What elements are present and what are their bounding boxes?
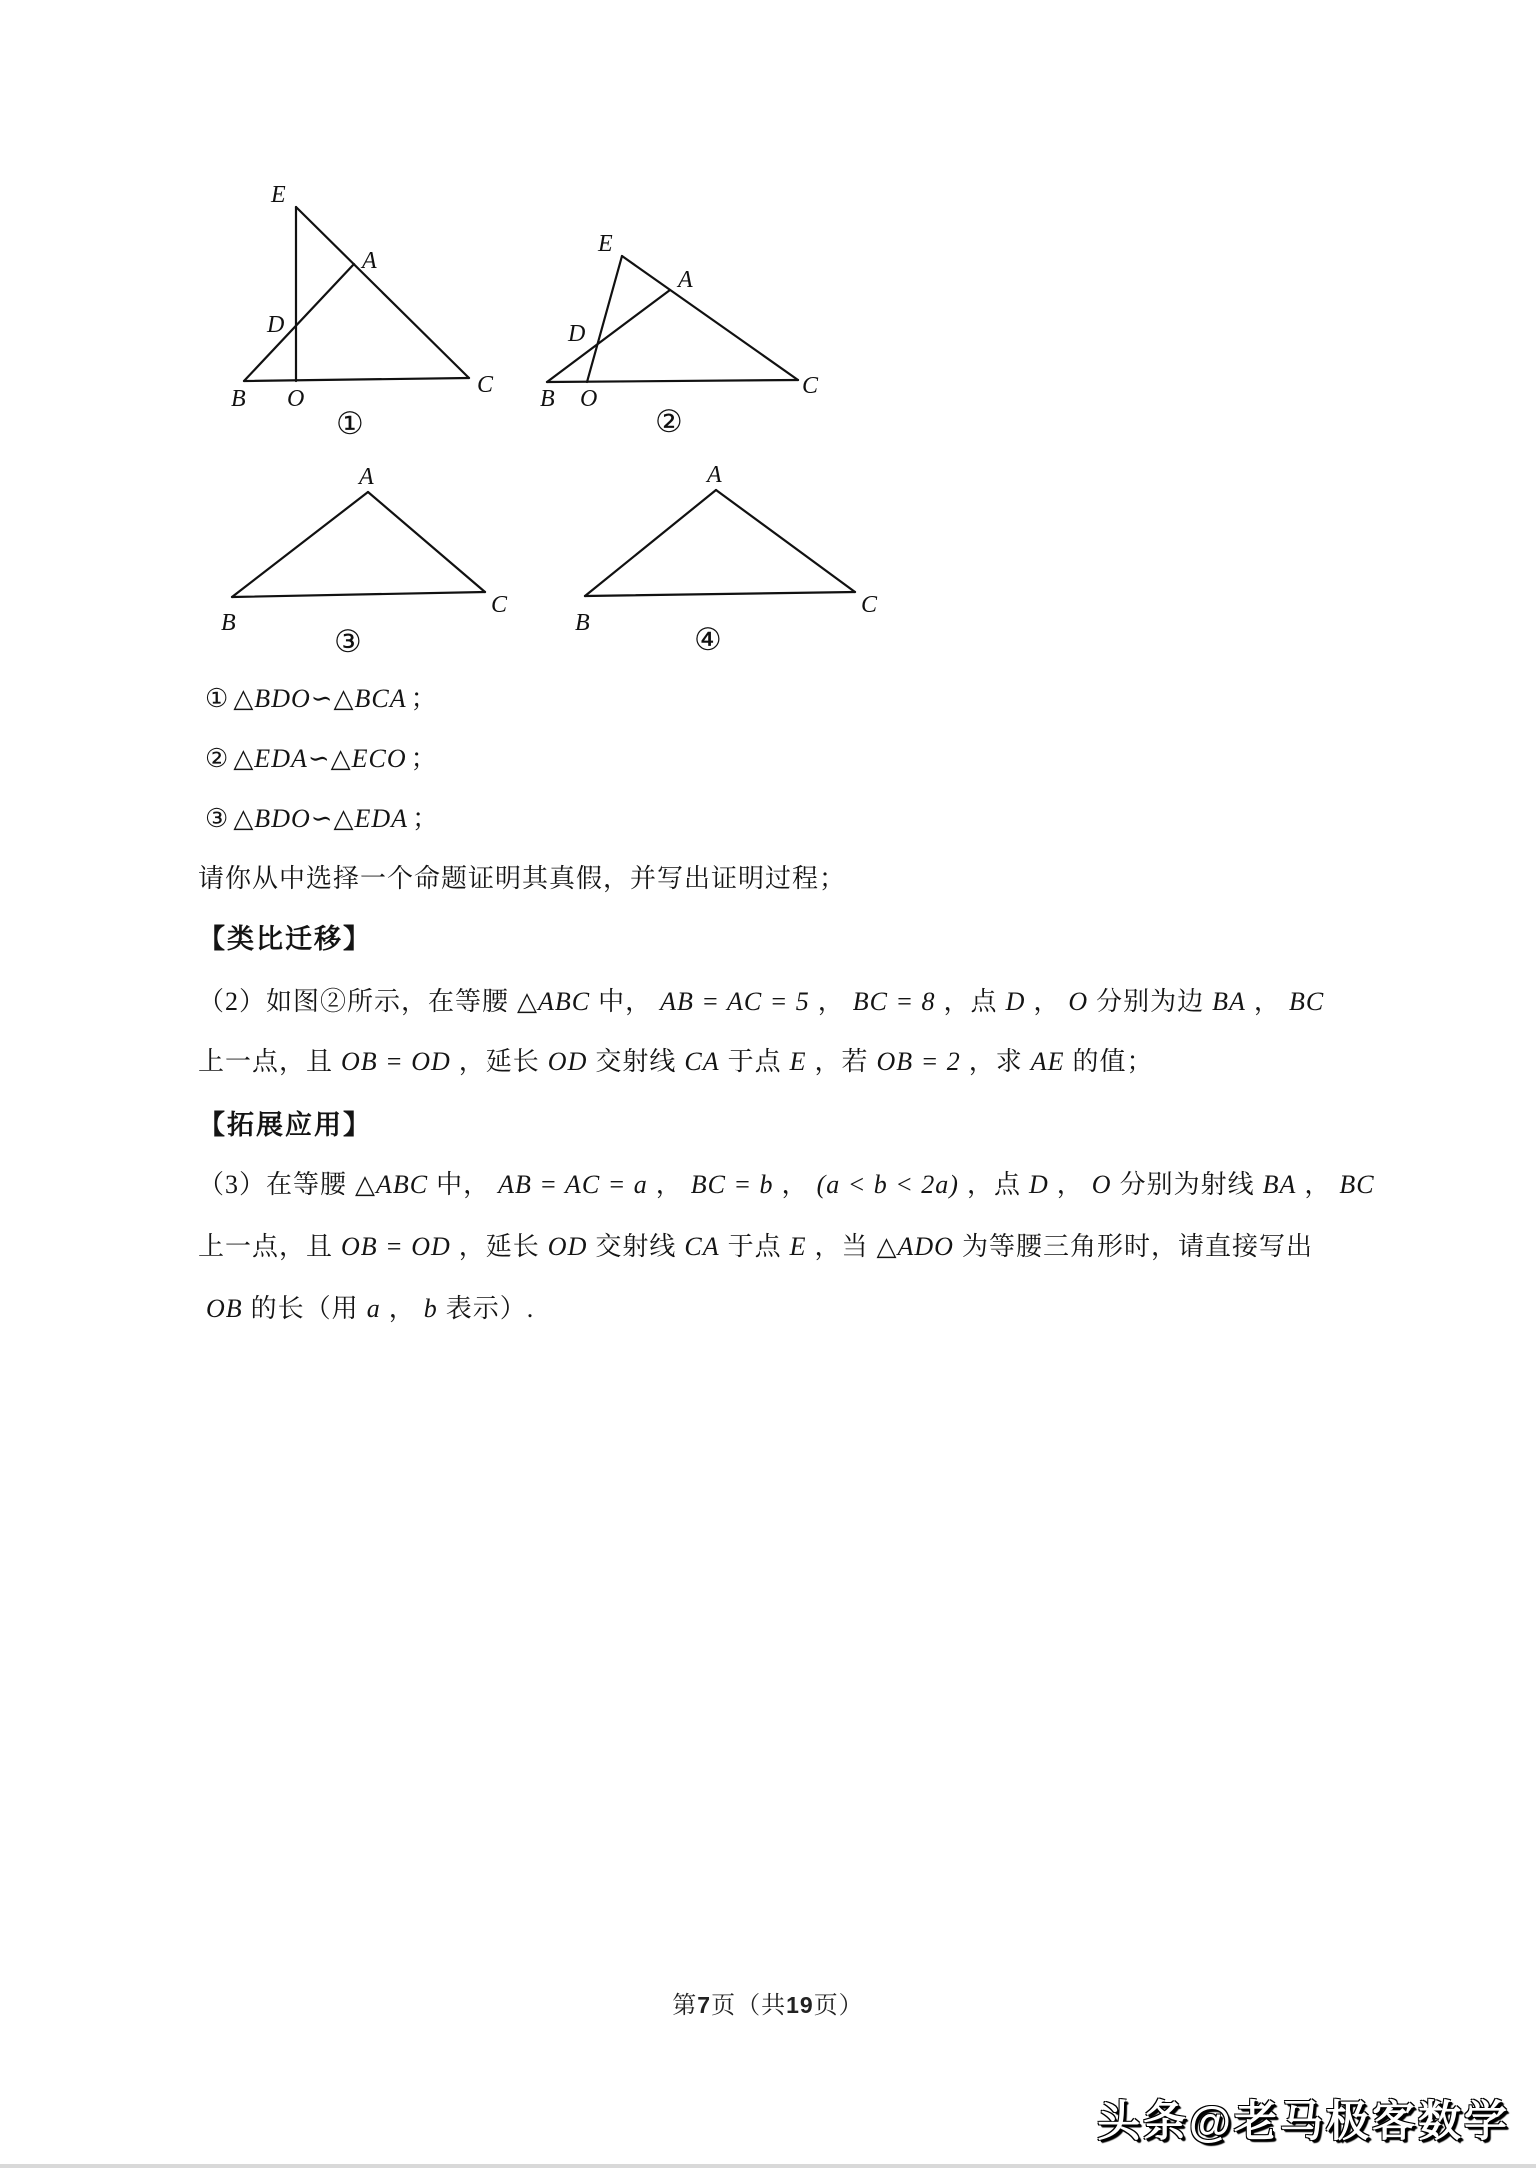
- figure-1-triangle-diagram: [225, 180, 505, 420]
- math-segment: AB = AC = a: [498, 1170, 648, 1199]
- text-segment: ，: [1033, 987, 1061, 1016]
- fig3-vertex-label-A: A: [359, 464, 374, 490]
- fig3-vertex-label-C: C: [491, 592, 508, 618]
- text-segment: ，点: [943, 987, 998, 1016]
- problem-3-line-2: [198, 1230, 1313, 1264]
- text-segment: 上一点，且: [198, 1232, 334, 1261]
- page-footer: [0, 1985, 1536, 2020]
- text-segment: ②: [205, 744, 230, 773]
- math-segment: BA: [1212, 987, 1246, 1016]
- text-segment: 于点: [727, 1232, 782, 1261]
- text-segment: 于点: [727, 1047, 782, 1076]
- fig1-vertex-label-B: B: [231, 386, 246, 412]
- fig1-vertex-label-O: O: [287, 386, 305, 412]
- fig1-line-BC: [244, 378, 469, 381]
- math-segment: D: [1005, 987, 1026, 1016]
- fig3-line-BA: [232, 492, 368, 597]
- text-segment: ，若: [814, 1047, 869, 1076]
- text-segment: 交射线: [595, 1232, 677, 1261]
- statement-2: [205, 742, 438, 776]
- fig4-vertex-label-B: B: [575, 610, 590, 636]
- text-segment: 7: [697, 1992, 712, 2018]
- math-segment: BC: [1339, 1170, 1375, 1199]
- math-segment: D: [1028, 1170, 1049, 1199]
- math-segment: a: [366, 1294, 381, 1323]
- text-segment: ，点: [966, 1170, 1021, 1199]
- problem-2-line-2: [198, 1045, 1154, 1079]
- text-segment: ；: [410, 684, 438, 713]
- prove-instruction-line: 请你从中选择一个命题证明其真假，并写出证明过程；: [198, 864, 847, 893]
- math-segment: OB = 2: [876, 1047, 961, 1076]
- text-segment: ，延长: [458, 1232, 540, 1261]
- statement-3: [205, 802, 439, 836]
- figure-1-caption: ①: [336, 406, 364, 442]
- fig3-line-AC: [368, 492, 485, 592]
- text-segment: ，: [1056, 1170, 1084, 1199]
- problem-3-line-1: [198, 1168, 1383, 1202]
- text-segment: ，: [1304, 1170, 1332, 1199]
- text-segment: 的长（用: [250, 1294, 359, 1323]
- fig2-vertex-label-D: D: [568, 321, 586, 347]
- text-segment: 页（共: [711, 1993, 787, 2019]
- problem-3-line-3: [198, 1292, 534, 1326]
- fig4-line-BA: [585, 490, 716, 596]
- statement-1: [205, 682, 438, 716]
- fig2-line-CE: [622, 256, 798, 380]
- text-segment: ，求: [968, 1047, 1023, 1076]
- fig1-vertex-label-E: E: [271, 182, 286, 208]
- fig2-vertex-label-E: E: [598, 231, 613, 257]
- math-segment: △ABC: [517, 987, 591, 1016]
- text-segment: ；: [410, 744, 438, 773]
- text-segment: 表示）.: [445, 1294, 535, 1323]
- math-segment: OB = OD: [341, 1047, 451, 1076]
- text-segment: ，: [1253, 987, 1281, 1016]
- text-segment: 中，: [598, 987, 653, 1016]
- fig2-line-BC: [547, 380, 798, 382]
- math-segment: △EDA∽△ECO: [233, 744, 407, 773]
- fig4-line-AC: [716, 490, 855, 592]
- text-segment: ①: [205, 684, 230, 713]
- fig2-vertex-label-A: A: [678, 267, 693, 293]
- math-segment: BC: [1288, 987, 1325, 1016]
- math-segment: BA: [1262, 1170, 1297, 1199]
- text-segment: 的值；: [1072, 1047, 1154, 1076]
- text-segment: 19: [786, 1992, 814, 2018]
- text-segment: ，: [817, 987, 845, 1016]
- text-segment: ，当: [814, 1232, 869, 1261]
- section-heading-extension-application: 【拓展应用】: [198, 1110, 372, 1140]
- math-segment: △BDO∽△EDA: [233, 804, 409, 833]
- fig2-vertex-label-C: C: [802, 373, 819, 399]
- math-segment: △ABC: [355, 1170, 429, 1199]
- math-segment: BC = b: [690, 1170, 774, 1199]
- text-segment: 第: [672, 1993, 698, 2019]
- text-segment: 页）: [813, 1993, 864, 2019]
- text-segment: ，: [781, 1170, 809, 1199]
- fig2-vertex-label-O: O: [580, 386, 598, 412]
- fig4-vertex-label-C: C: [861, 592, 878, 618]
- text-segment: 为等腰三角形时，请直接写出: [961, 1232, 1313, 1261]
- math-segment: CA: [684, 1232, 720, 1261]
- fig1-vertex-label-A: A: [362, 248, 377, 274]
- math-segment: AB = AC = 5: [660, 987, 810, 1016]
- math-segment: OD: [547, 1232, 588, 1261]
- text-segment: （3）在等腰: [198, 1170, 348, 1199]
- math-segment: O: [1068, 987, 1089, 1016]
- text-segment: ，延长: [458, 1047, 540, 1076]
- problem-2-line-1: [198, 985, 1332, 1019]
- fig4-vertex-label-A: A: [707, 462, 722, 488]
- text-segment: 中，: [436, 1170, 491, 1199]
- figure-3-caption: ③: [334, 624, 362, 660]
- math-segment: OB = OD: [341, 1232, 451, 1261]
- figure-4-caption: ④: [694, 622, 722, 658]
- figure-3-triangle-diagram: [215, 460, 515, 645]
- math-segment: CA: [684, 1047, 720, 1076]
- math-segment: E: [789, 1232, 807, 1261]
- section-heading-analogy-transfer: 【类比迁移】: [198, 924, 372, 954]
- math-segment: b: [423, 1294, 438, 1323]
- text-segment: ，: [655, 1170, 683, 1199]
- fig2-line-OE: [587, 256, 622, 382]
- fig4-line-BC: [585, 592, 855, 596]
- math-segment: AE: [1030, 1047, 1065, 1076]
- text-segment: 交射线: [595, 1047, 677, 1076]
- fig1-vertex-label-C: C: [477, 372, 494, 398]
- fig1-line-CE: [296, 207, 469, 378]
- text-segment: ；: [412, 804, 440, 833]
- fig2-vertex-label-B: B: [540, 386, 555, 412]
- math-segment: O: [1091, 1170, 1112, 1199]
- figure-2-triangle-diagram: [540, 225, 830, 415]
- math-segment: △ADO: [876, 1232, 954, 1261]
- text-segment: 分别为射线: [1119, 1170, 1255, 1199]
- math-segment: (a < b < 2a): [816, 1170, 959, 1199]
- watermark-toutiao-laoma: 头条@老马极客数学: [1097, 2098, 1510, 2146]
- text-segment: （2）如图②所示，在等腰: [198, 987, 510, 1016]
- figure-4-triangle-diagram: [565, 460, 885, 645]
- figure-2-caption: ②: [655, 404, 683, 440]
- math-segment: OB: [206, 1294, 243, 1323]
- fig3-line-BC: [232, 592, 485, 597]
- text-segment: 上一点，且: [198, 1047, 334, 1076]
- math-segment: BC = 8: [852, 987, 936, 1016]
- fig1-vertex-label-D: D: [267, 312, 285, 338]
- math-segment: △BDO∽△BCA: [233, 684, 407, 713]
- math-segment: E: [789, 1047, 807, 1076]
- text-segment: ③: [205, 804, 230, 833]
- fig1-line-BA: [244, 264, 354, 381]
- fig3-vertex-label-B: B: [221, 610, 236, 636]
- page-bottom-edge: [0, 2164, 1536, 2168]
- math-segment: OD: [547, 1047, 588, 1076]
- text-segment: 分别为边: [1096, 987, 1205, 1016]
- text-segment: ，: [388, 1294, 416, 1323]
